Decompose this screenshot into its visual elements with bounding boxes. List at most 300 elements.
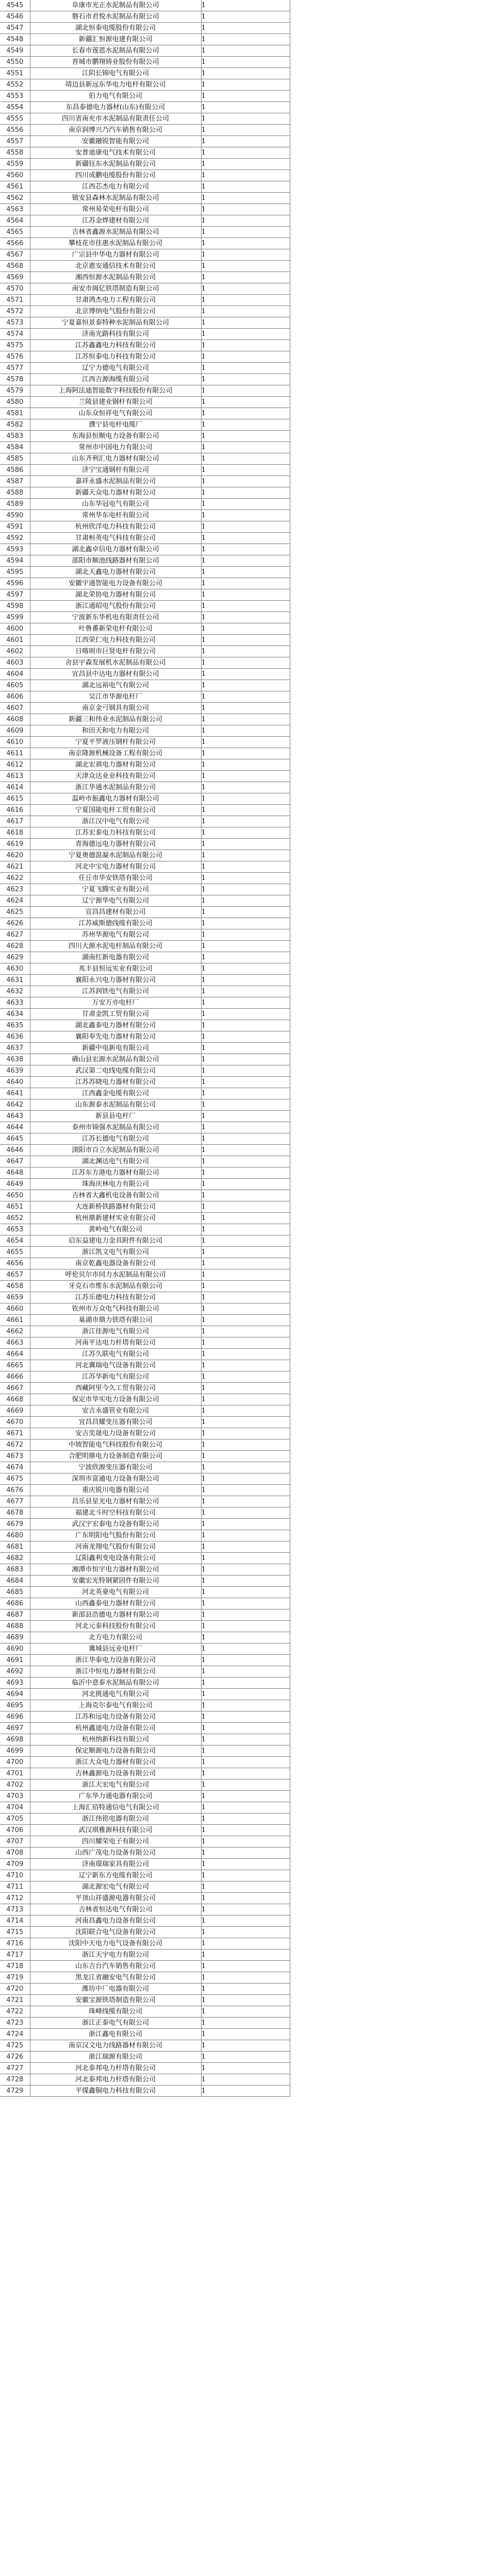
row-number: 4713 — [0, 1904, 30, 1916]
table-row — [0, 1519, 290, 1530]
count-cell: 1 — [201, 2052, 290, 2063]
row-number: 4598 — [0, 601, 30, 612]
company-name: 安徽宝源铁塔制造有限公司 — [30, 1995, 201, 2006]
company-name: 濮宁县电杆电缆厂 — [30, 419, 201, 431]
row-number: 4566 — [0, 238, 30, 249]
company-name: 南京金弓钢具有限公司 — [30, 703, 201, 714]
table-row — [0, 283, 290, 295]
company-name: 潍坊中厂电器有限公司 — [30, 1984, 201, 1995]
company-name: 攀枝花市佳惠水泥制品有限公司 — [30, 238, 201, 249]
count-cell: 1 — [201, 567, 290, 578]
table-row — [0, 295, 290, 306]
table-row — [0, 419, 290, 431]
company-name: 辽阳鑫利变电设备有限公司 — [30, 1553, 201, 1564]
table-row — [0, 1065, 290, 1077]
count-cell: 1 — [201, 1235, 290, 1247]
count-cell: 1 — [201, 714, 290, 725]
count-cell: 1 — [201, 23, 290, 34]
row-number: 4650 — [0, 1190, 30, 1201]
count-cell: 1 — [201, 1337, 290, 1349]
company-name: 宁波新东华机电有限责任公司 — [30, 612, 201, 623]
row-number: 4683 — [0, 1564, 30, 1575]
count-cell: 1 — [201, 1621, 290, 1632]
row-number: 4545 — [0, 0, 30, 11]
count-cell: 1 — [201, 1009, 290, 1020]
row-number: 4620 — [0, 850, 30, 861]
company-name: 宣昌昌建材有限公司 — [30, 907, 201, 918]
table-row — [0, 1995, 290, 2006]
count-cell: 1 — [201, 1088, 290, 1099]
count-cell: 1 — [201, 521, 290, 533]
row-number: 4661 — [0, 1315, 30, 1326]
row-number: 4637 — [0, 1043, 30, 1054]
table-row — [0, 975, 290, 986]
row-number: 4716 — [0, 1938, 30, 1950]
company-name: 安徽宇通智能电力设备有限公司 — [30, 578, 201, 589]
row-number: 4718 — [0, 1961, 30, 1972]
table-row — [0, 272, 290, 283]
row-number: 4573 — [0, 317, 30, 329]
row-number: 4707 — [0, 1836, 30, 1848]
row-number: 4645 — [0, 1133, 30, 1145]
table-row — [0, 680, 290, 691]
row-number: 4624 — [0, 895, 30, 907]
row-number: 4660 — [0, 1303, 30, 1315]
table-row — [0, 782, 290, 793]
company-name: 江西荣仁电力科技有限公司 — [30, 635, 201, 646]
table-row — [0, 2029, 290, 2040]
company-name: 浏阳市百立水泥制品有限公司 — [30, 1145, 201, 1156]
table-row — [0, 1734, 290, 1745]
company-name: 辽宁力德电气有限公司 — [30, 363, 201, 374]
row-number: 4724 — [0, 2029, 30, 2040]
row-number: 4711 — [0, 1882, 30, 1893]
count-cell: 1 — [201, 1598, 290, 1609]
count-cell: 1 — [201, 1485, 290, 1496]
count-cell: 1 — [201, 1417, 290, 1428]
table-row — [0, 431, 290, 442]
count-cell: 1 — [201, 1893, 290, 1904]
count-cell: 1 — [201, 725, 290, 737]
row-number: 4547 — [0, 23, 30, 34]
row-number: 4717 — [0, 1950, 30, 1961]
row-number: 4588 — [0, 487, 30, 499]
count-cell: 1 — [201, 589, 290, 601]
company-name: 中坡智能电气科技股份有限公司 — [30, 1439, 201, 1451]
row-number: 4685 — [0, 1587, 30, 1598]
table-row — [0, 1133, 290, 1145]
company-name: 邵阳市顺池线路器材有限公司 — [30, 555, 201, 567]
table-row — [0, 816, 290, 827]
row-number: 4706 — [0, 1825, 30, 1836]
company-name: 常州易荣电杆有限公司 — [30, 204, 201, 215]
company-name: 大连新桥铁路器材有限公司 — [30, 1201, 201, 1213]
company-name: 上海克尔泰电气有限公司 — [30, 1700, 201, 1711]
count-cell: 1 — [201, 623, 290, 635]
count-cell: 1 — [201, 907, 290, 918]
row-number: 4556 — [0, 125, 30, 136]
count-cell: 1 — [201, 1950, 290, 1961]
row-number: 4671 — [0, 1428, 30, 1439]
count-cell: 1 — [201, 125, 290, 136]
row-number: 4582 — [0, 419, 30, 431]
company-name: 湖北鑫泰电力器材有限公司 — [30, 1020, 201, 1031]
row-number: 4670 — [0, 1417, 30, 1428]
table-row — [0, 793, 290, 805]
table-row — [0, 476, 290, 487]
count-cell: 1 — [201, 1292, 290, 1303]
row-number: 4606 — [0, 691, 30, 703]
company-name: 安徽融锐智能有限公司 — [30, 136, 201, 147]
count-cell: 1 — [201, 839, 290, 850]
company-name: 长春市莲恩水泥制品有限公司 — [30, 45, 201, 57]
row-number: 4640 — [0, 1077, 30, 1088]
row-number: 4708 — [0, 1848, 30, 1859]
company-name: 襄阳奉先电力器材有限公司 — [30, 1031, 201, 1043]
row-number: 4616 — [0, 805, 30, 816]
table-row — [0, 1677, 290, 1689]
row-number: 4719 — [0, 1972, 30, 1984]
company-name: 叶鲁番新荣电杆有限公司 — [30, 623, 201, 635]
row-number: 4602 — [0, 646, 30, 657]
row-number: 4590 — [0, 510, 30, 521]
count-cell: 1 — [201, 1167, 290, 1179]
row-number: 4690 — [0, 1643, 30, 1655]
count-cell: 1 — [201, 850, 290, 861]
count-cell: 1 — [201, 1213, 290, 1224]
table-row — [0, 215, 290, 227]
row-number: 4576 — [0, 351, 30, 363]
company-name: 临沂中意泰水泥制品有限公司 — [30, 1677, 201, 1689]
company-name: 启东益建电力金具附件有限公司 — [30, 1235, 201, 1247]
table-row — [0, 1791, 290, 1802]
company-name: 河北挑通电气有限公司 — [30, 1689, 201, 1700]
table-row — [0, 555, 290, 567]
table-row — [0, 1337, 290, 1349]
row-number: 4625 — [0, 907, 30, 918]
count-cell: 1 — [201, 1439, 290, 1451]
company-name: 确山县宏源水泥制品有限公司 — [30, 1054, 201, 1065]
row-number: 4613 — [0, 771, 30, 782]
company-name: 南京润博兴乃汽车销售有限公司 — [30, 125, 201, 136]
table-row — [0, 23, 290, 34]
row-number: 4686 — [0, 1598, 30, 1609]
count-cell: 1 — [201, 1689, 290, 1700]
row-number: 4689 — [0, 1632, 30, 1643]
company-name: 杭州鑫迪电力设备有限公司 — [30, 1723, 201, 1734]
count-cell: 1 — [201, 827, 290, 839]
company-name: 四川成鹏电缆股份有限公司 — [30, 170, 201, 181]
table-row — [0, 907, 290, 918]
count-cell: 1 — [201, 170, 290, 181]
count-cell: 1 — [201, 1677, 290, 1689]
count-cell: 1 — [201, 544, 290, 555]
count-cell: 1 — [201, 657, 290, 669]
company-name: 河北英豪电气有限公司 — [30, 1587, 201, 1598]
count-cell: 1 — [201, 453, 290, 465]
row-number: 4663 — [0, 1337, 30, 1349]
company-name: 南安市闽亿铁塔制造有限公司 — [30, 283, 201, 295]
company-name: 宁夏嘉恒景泰特种水泥制品有限公司 — [30, 317, 201, 329]
count-cell: 1 — [201, 181, 290, 193]
row-number: 4592 — [0, 533, 30, 544]
count-cell: 1 — [201, 1814, 290, 1825]
table-row — [0, 204, 290, 215]
table-row — [0, 1417, 290, 1428]
company-name: 吉林省鑫源水泥制品有限公司 — [30, 227, 201, 238]
company-name: 甘肃鸿杰电力工程有限公司 — [30, 295, 201, 306]
row-number: 4673 — [0, 1451, 30, 1462]
count-cell: 1 — [201, 1496, 290, 1507]
table-row — [0, 1541, 290, 1553]
company-name: 安吉奕晟电力设备有限公司 — [30, 1428, 201, 1439]
company-name: 南京隆源机械设备工程有限公司 — [30, 748, 201, 759]
count-cell: 1 — [201, 555, 290, 567]
count-cell: 1 — [201, 612, 290, 623]
table-row — [0, 929, 290, 941]
company-name: 湖北源宏电气有限公司 — [30, 1882, 201, 1893]
table-row — [0, 68, 290, 79]
company-name: 北京惠安通信技术有限公司 — [30, 261, 201, 272]
row-number: 4728 — [0, 2074, 30, 2086]
count-cell: 1 — [201, 1711, 290, 1723]
table-row — [0, 1405, 290, 1417]
table-row — [0, 1757, 290, 1768]
table-row — [0, 1950, 290, 1961]
company-name: 宁夏飞腾实业有限公司 — [30, 884, 201, 895]
row-number: 4684 — [0, 1575, 30, 1587]
row-number: 4578 — [0, 374, 30, 385]
row-number: 4714 — [0, 1916, 30, 1927]
row-number: 4658 — [0, 1281, 30, 1292]
row-number: 4657 — [0, 1269, 30, 1281]
table-row — [0, 669, 290, 680]
row-number: 4672 — [0, 1439, 30, 1451]
company-name: 河北泰邦电力杆塔有限公司 — [30, 2063, 201, 2074]
count-cell: 1 — [201, 635, 290, 646]
count-cell: 1 — [201, 11, 290, 23]
count-cell: 1 — [201, 669, 290, 680]
table-row — [0, 1394, 290, 1405]
table-row — [0, 589, 290, 601]
company-name: 舍县宇森发展机水泥制品有限公司 — [30, 657, 201, 669]
table-row — [0, 79, 290, 91]
table-row — [0, 1473, 290, 1485]
count-cell: 1 — [201, 1451, 290, 1462]
company-name: 兰陵县建业钢杆有限公司 — [30, 397, 201, 408]
row-number: 4599 — [0, 612, 30, 623]
row-number: 4654 — [0, 1235, 30, 1247]
table-row — [0, 839, 290, 850]
company-name: 四川省南充市水泥制品有限责任公司 — [30, 113, 201, 125]
company-name: 南京汉文电力线路器材有限公司 — [30, 2040, 201, 2052]
company-name: 兆丰县恒远实业有限公司 — [30, 963, 201, 975]
row-number: 4639 — [0, 1065, 30, 1077]
table-row — [0, 1598, 290, 1609]
company-name: 襄阳永兴电力器材有限公司 — [30, 975, 201, 986]
table-row — [0, 1371, 290, 1383]
count-cell: 1 — [201, 272, 290, 283]
count-cell: 1 — [201, 1938, 290, 1950]
table-row — [0, 91, 290, 102]
count-cell: 1 — [201, 1405, 290, 1417]
table-row — [0, 544, 290, 555]
company-name: 新疆汇恒源电建有限公司 — [30, 34, 201, 45]
company-name: 江苏久联电气有限公司 — [30, 1349, 201, 1360]
company-name: 安普迪康电气技术有限公司 — [30, 147, 201, 159]
row-number: 4560 — [0, 170, 30, 181]
company-name: 济宁宝通钢杆有限公司 — [30, 465, 201, 476]
table-row — [0, 136, 290, 147]
table-row — [0, 850, 290, 861]
count-cell: 1 — [201, 1043, 290, 1054]
table-row — [0, 1303, 290, 1315]
table-row — [0, 1700, 290, 1711]
table-row — [0, 1258, 290, 1269]
row-number: 4643 — [0, 1111, 30, 1122]
row-number: 4570 — [0, 283, 30, 295]
company-name: 武汉琪雅源科技有限公司 — [30, 1825, 201, 1836]
company-name: 浙江天宏电气有限公司 — [30, 1780, 201, 1791]
row-number: 4562 — [0, 193, 30, 204]
count-cell: 1 — [201, 1655, 290, 1666]
count-cell: 1 — [201, 1031, 290, 1043]
company-name: 江苏润铁电气有限公司 — [30, 986, 201, 997]
row-number: 4712 — [0, 1893, 30, 1904]
table-row — [0, 725, 290, 737]
table-row — [0, 1802, 290, 1814]
table-row — [0, 2040, 290, 2052]
row-number: 4693 — [0, 1677, 30, 1689]
count-cell: 1 — [201, 1507, 290, 1519]
count-cell: 1 — [201, 1575, 290, 1587]
row-number: 4653 — [0, 1224, 30, 1235]
count-cell: 1 — [201, 1553, 290, 1564]
company-name: 嘉祥永盛水泥制品有限公司 — [30, 476, 201, 487]
company-name: 牙克石市维东水泥制品有限公司 — [30, 1281, 201, 1292]
company-name: 新邵县浩德电力器材有限公司 — [30, 1609, 201, 1621]
company-name: 济南光路科技有限公司 — [30, 329, 201, 340]
table-row — [0, 374, 290, 385]
row-number: 4652 — [0, 1213, 30, 1224]
count-cell: 1 — [201, 1122, 290, 1133]
count-cell: 1 — [201, 680, 290, 691]
company-name: 广东华力通电器有限公司 — [30, 1791, 201, 1802]
company-name: 吴江市华源电杆厂 — [30, 691, 201, 703]
count-cell: 1 — [201, 351, 290, 363]
company-name: 保定市华实电力设备有限公司 — [30, 1394, 201, 1405]
table-row — [0, 249, 290, 261]
table-row — [0, 1145, 290, 1156]
count-cell: 1 — [201, 2029, 290, 2040]
company-name: 安徽宏光特钢紧固件有限公司 — [30, 1575, 201, 1587]
company-name: 泰州市锦强水泥制品有限公司 — [30, 1122, 201, 1133]
table-row — [0, 147, 290, 159]
table-row — [0, 2086, 290, 2097]
company-name: 镇安县森林水泥制品有限公司 — [30, 193, 201, 204]
company-name: 江苏长德电气有限公司 — [30, 1133, 201, 1145]
company-name: 江苏乐德电力科技有限公司 — [30, 1292, 201, 1303]
table-row — [0, 1315, 290, 1326]
row-number: 4674 — [0, 1462, 30, 1473]
table-row — [0, 510, 290, 521]
row-number: 4648 — [0, 1167, 30, 1179]
table-row — [0, 11, 290, 23]
table-row — [0, 737, 290, 748]
table-row — [0, 113, 290, 125]
row-number: 4729 — [0, 2086, 30, 2097]
company-name: 呼伦贝尔市同力水泥制品有限公司 — [30, 1269, 201, 1281]
table-row — [0, 1904, 290, 1916]
company-name: 黑龙江省融安电气有限公司 — [30, 1972, 201, 1984]
row-number: 4574 — [0, 329, 30, 340]
table-row — [0, 2074, 290, 2086]
table-row — [0, 499, 290, 510]
row-number: 4610 — [0, 737, 30, 748]
row-number: 4577 — [0, 363, 30, 374]
table-row — [0, 612, 290, 623]
count-cell: 1 — [201, 408, 290, 419]
table-row — [0, 1031, 290, 1043]
count-cell: 1 — [201, 1428, 290, 1439]
table-row — [0, 884, 290, 895]
count-cell: 1 — [201, 1077, 290, 1088]
table-row — [0, 1043, 290, 1054]
company-name: 浙江佳源电气有限公司 — [30, 1326, 201, 1337]
row-number: 4698 — [0, 1734, 30, 1745]
count-cell: 1 — [201, 57, 290, 68]
count-cell: 1 — [201, 329, 290, 340]
count-cell: 1 — [201, 1587, 290, 1598]
count-cell: 1 — [201, 1371, 290, 1383]
company-name: 磐石市君悦水泥制品有限公司 — [30, 11, 201, 23]
table-row — [0, 1575, 290, 1587]
table-row — [0, 646, 290, 657]
row-number: 4688 — [0, 1621, 30, 1632]
count-cell: 1 — [201, 748, 290, 759]
row-number: 4720 — [0, 1984, 30, 1995]
company-name: 平煤鑫铜电力科技有限公司 — [30, 2086, 201, 2097]
table-row — [0, 2006, 290, 2018]
table-row — [0, 170, 290, 181]
row-number: 4596 — [0, 578, 30, 589]
count-cell: 1 — [201, 805, 290, 816]
company-name: 山西鑫泰电力器材有限公司 — [30, 1598, 201, 1609]
row-number: 4591 — [0, 521, 30, 533]
company-name: 河北泰邦电力杆塔有限公司 — [30, 2074, 201, 2086]
count-cell: 1 — [201, 113, 290, 125]
table-row — [0, 1428, 290, 1439]
count-cell: 1 — [201, 510, 290, 521]
count-cell: 1 — [201, 1258, 290, 1269]
company-name: 平顶山祥盛源电器有限公司 — [30, 1893, 201, 1904]
row-number: 4723 — [0, 2018, 30, 2029]
row-number: 4636 — [0, 1031, 30, 1043]
company-name: 湖北荣协电力器材有限公司 — [30, 589, 201, 601]
count-cell: 1 — [201, 1360, 290, 1371]
company-name: 常州市中国电力有限公司 — [30, 442, 201, 453]
table-row — [0, 181, 290, 193]
company-name: 四川大源水泥电杆制品有限公司 — [30, 941, 201, 952]
row-number: 4604 — [0, 669, 30, 680]
count-cell: 1 — [201, 102, 290, 113]
company-name: 青海德远电力器材有限公司 — [30, 839, 201, 850]
company-name: 江西鑫金电缆有限公司 — [30, 1088, 201, 1099]
company-name: 任丘市华安铁塔有限公司 — [30, 873, 201, 884]
count-cell: 1 — [201, 1394, 290, 1405]
row-number: 4622 — [0, 873, 30, 884]
company-name: 湖北远裕电气有限公司 — [30, 680, 201, 691]
